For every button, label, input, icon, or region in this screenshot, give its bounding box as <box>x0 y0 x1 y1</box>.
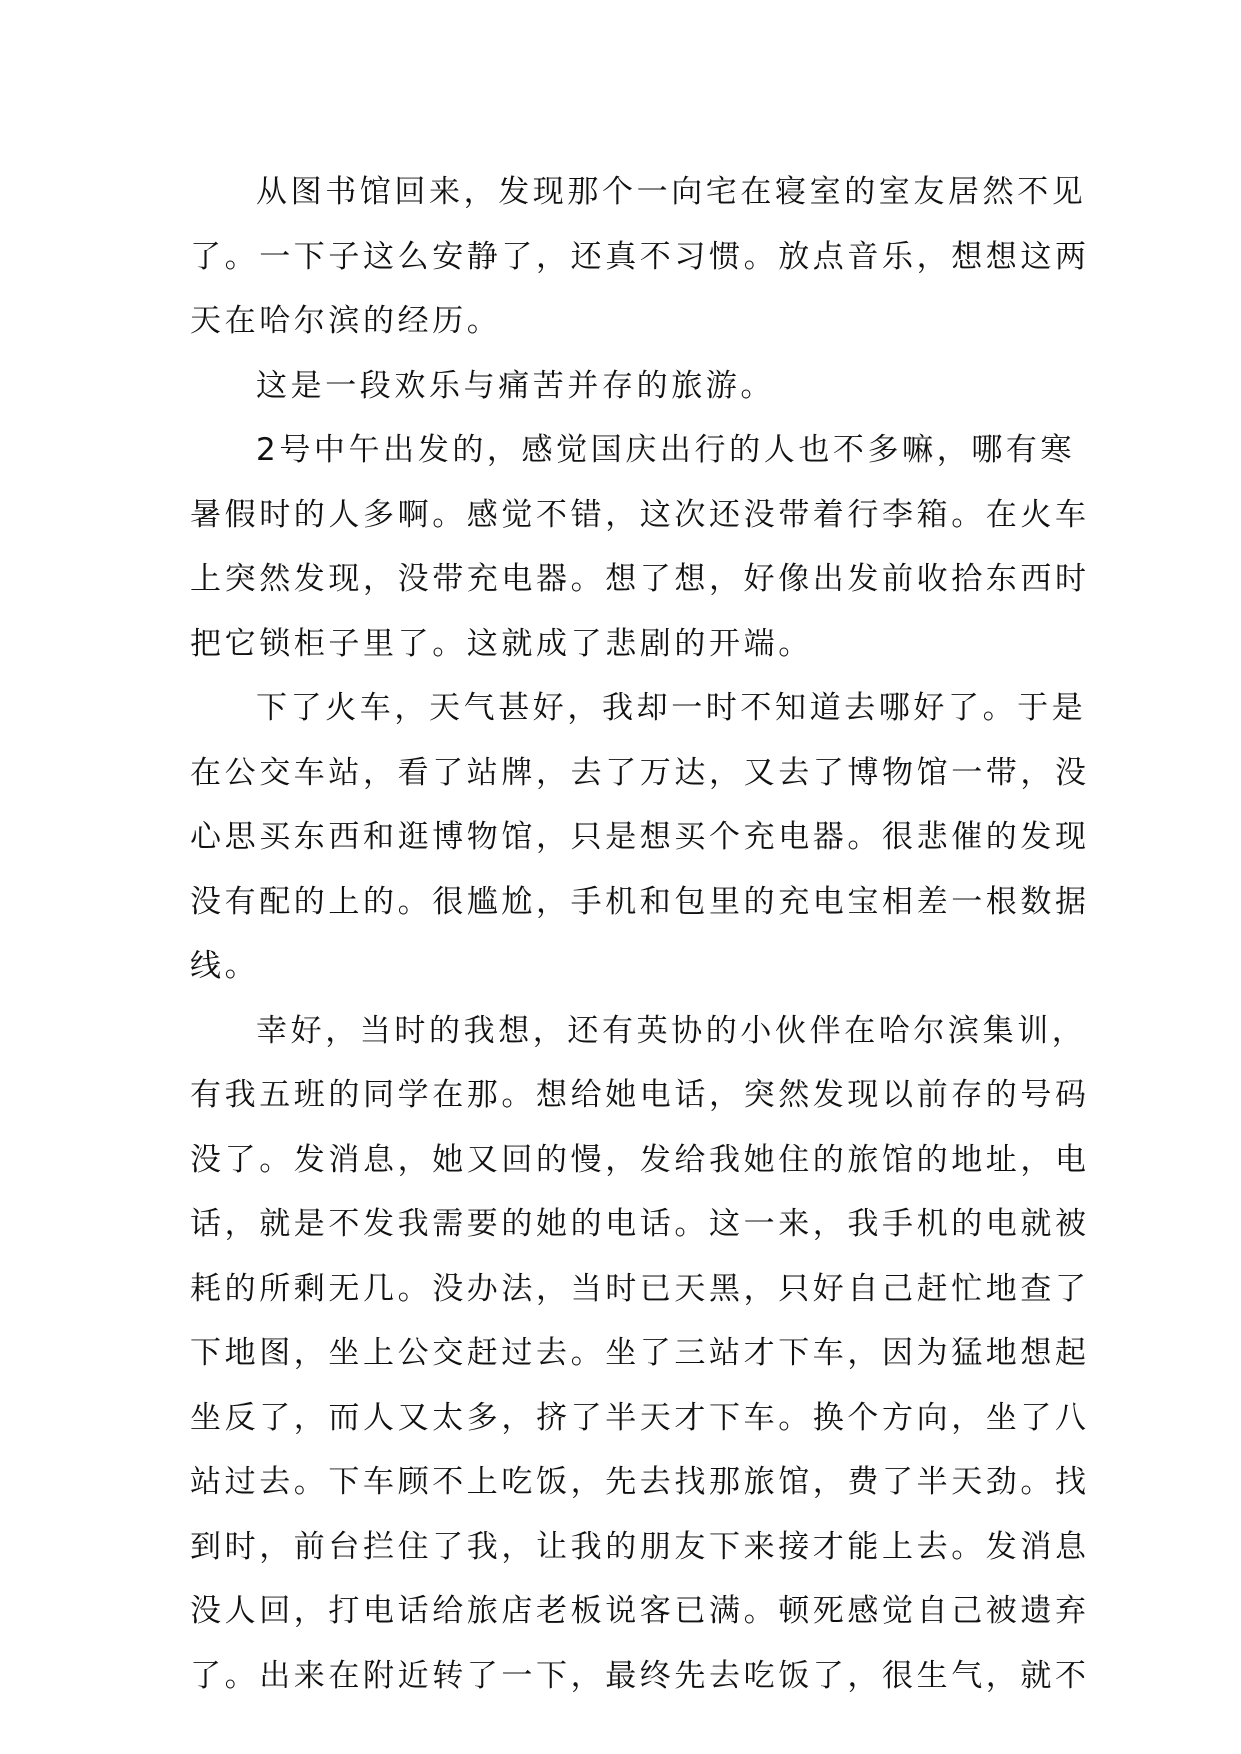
paragraph-3-line-1: 2号中午出发的，感觉国庆出行的人也不多嘛，哪有寒 <box>256 432 1076 468</box>
paragraph-5-line-9: 到时，前台拦住了我，让我的朋友下来接才能上去。发消息 <box>190 1528 1090 1565</box>
paragraph-5-line-11: 了。出来在附近转了一下，最终先去吃饭了，很生气，就不 <box>190 1657 1090 1694</box>
paragraph-4-line-3: 心思买东西和逛博物馆，只是想买个充电器。很悲催的发现 <box>190 819 1090 855</box>
paragraph-4-line-4: 没有配的上的。很尴尬，手机和包里的充电宝相差一根数据 <box>190 883 1090 920</box>
paragraph-5-line-6: 下地图，坐上公交赶过去。坐了三站才下车，因为猛地想起 <box>190 1335 1090 1371</box>
paragraph-5-line-3: 没了。发消息，她又回的慢，发给我她住的旅馆的地址，电 <box>190 1141 1090 1178</box>
paragraph-1-line-1: 从图书馆回来，发现那个一向宅在寝室的室友居然不见 <box>256 174 1087 210</box>
paragraph-5-line-2: 有我五班的同学在那。想给她电话，突然发现以前存的号码 <box>190 1077 1090 1113</box>
paragraph-4-line-5: 线。 <box>190 948 260 984</box>
paragraph-1-line-2: 了。一下子这么安静了，还真不习惯。放点音乐，想想这两 <box>190 238 1090 275</box>
paragraph-3-line-4: 把它锁柜子里了。这就成了悲剧的开端。 <box>190 625 813 662</box>
paragraph-3-line-3: 上突然发现，没带充电器。想了想，好像出发前收拾东西时 <box>190 561 1090 597</box>
paragraph-2-line-1: 这是一段欢乐与痛苦并存的旅游。 <box>256 367 775 404</box>
paragraph-3-line-2: 暑假时的人多啊。感觉不错，这次还没带着行李箱。在火车 <box>190 496 1090 533</box>
paragraph-1-line-3: 天在哈尔滨的经历。 <box>190 303 502 339</box>
paragraph-5-line-7: 坐反了，而人又太多，挤了半天才下车。换个方向，坐了八 <box>190 1399 1090 1436</box>
paragraph-5-line-4: 话，就是不发我需要的她的电话。这一来，我手机的电就被 <box>190 1206 1090 1242</box>
paragraph-4-line-2: 在公交车站，看了站牌，去了万达，又去了博物馆一带，没 <box>190 754 1090 791</box>
paragraph-5-line-1: 幸好，当时的我想，还有英协的小伙伴在哈尔滨集训， <box>256 1012 1087 1049</box>
paragraph-5-line-8: 站过去。下车顾不上吃饭，先去找那旅馆，费了半天劲。找 <box>190 1464 1090 1500</box>
body-text <box>190 160 1090 1708</box>
paragraph-4-line-1: 下了火车，天气甚好，我却一时不知道去哪好了。于是 <box>256 690 1087 726</box>
paragraph-5-line-10: 没人回，打电话给旅店老板说客已满。顿死感觉自己被遗弃 <box>190 1593 1090 1629</box>
paragraph-5-line-5: 耗的所剩无几。没办法，当时已天黑，只好自己赶忙地查了 <box>190 1270 1090 1307</box>
